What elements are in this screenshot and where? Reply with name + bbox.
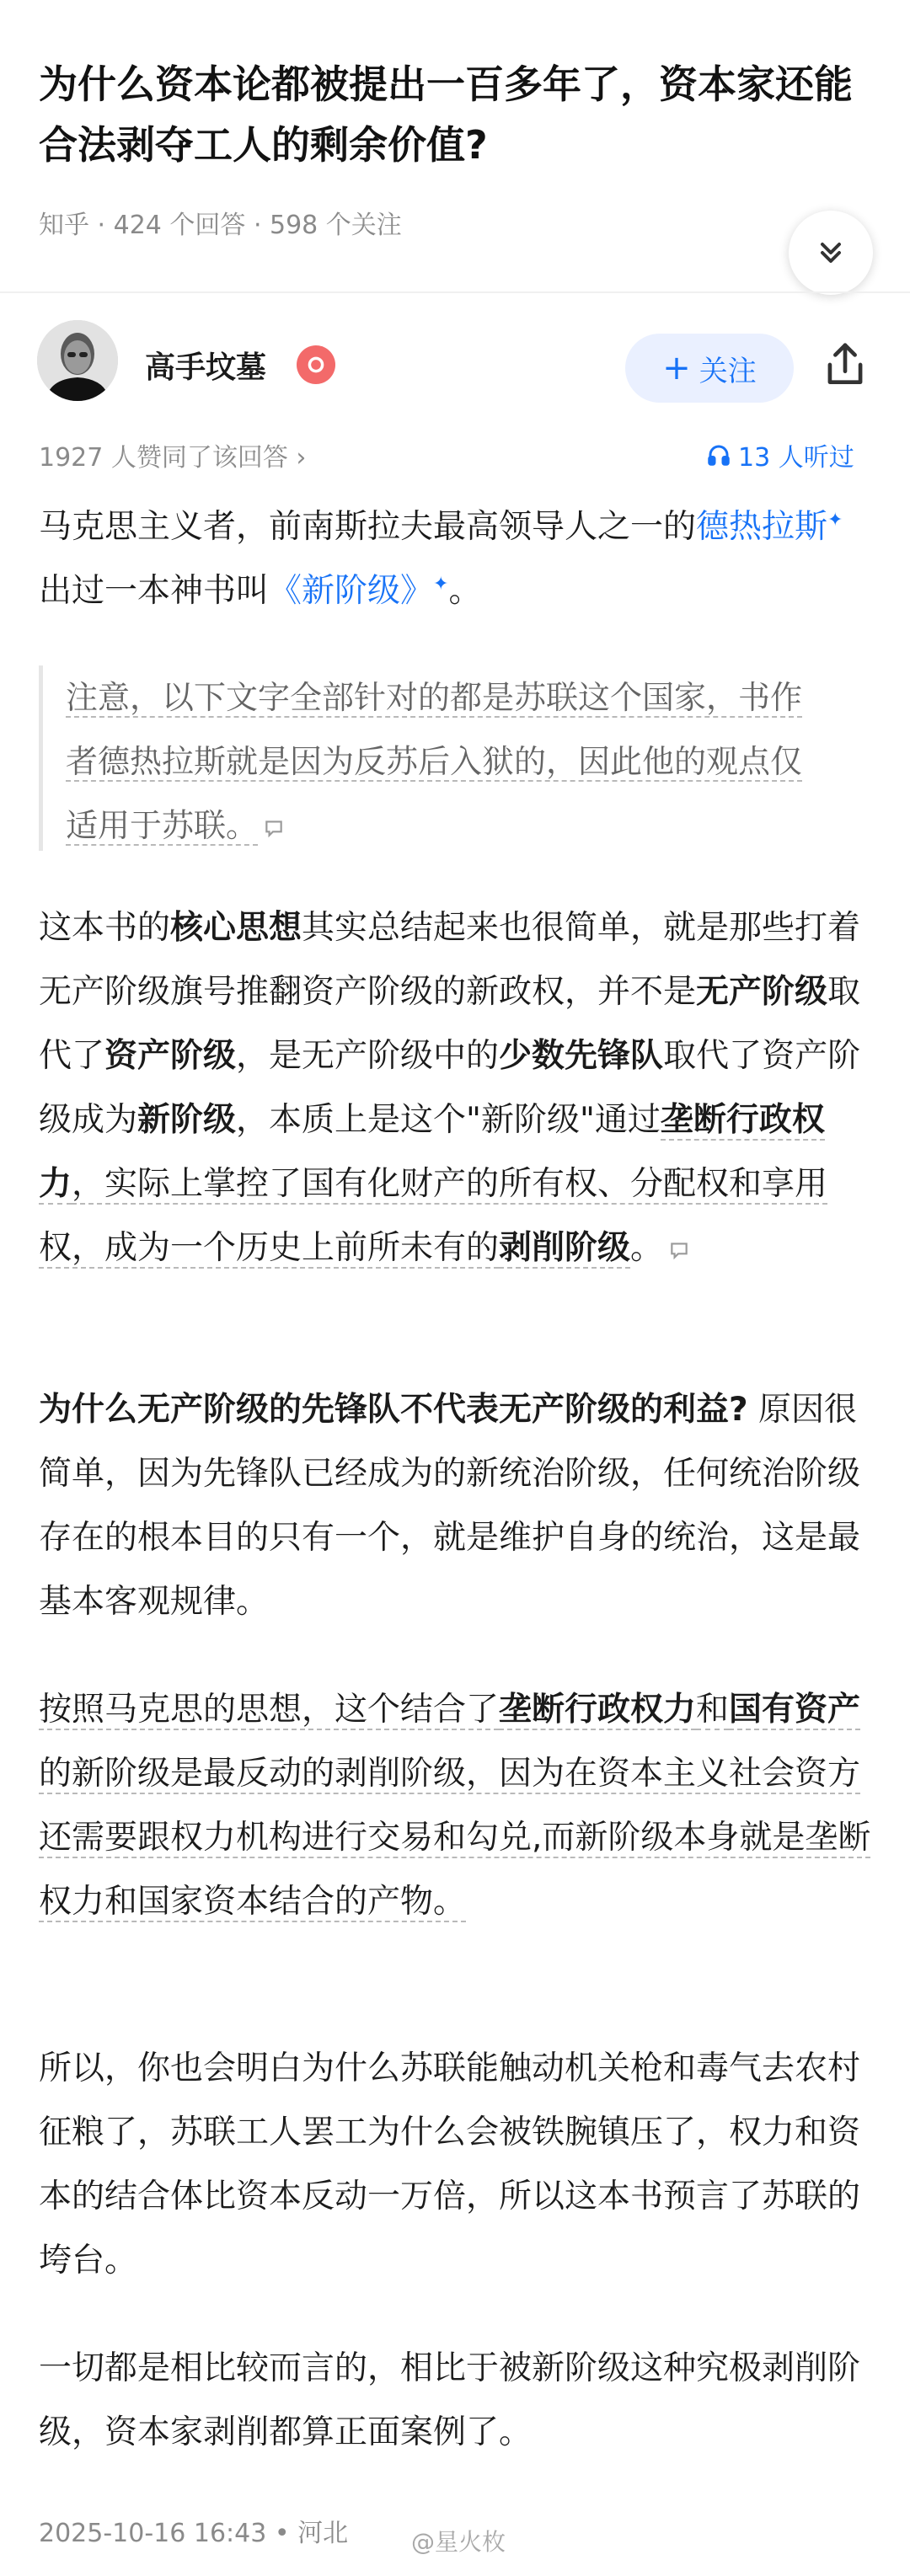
collapse-button[interactable] <box>789 211 873 295</box>
p4-text-underlined[interactable]: 和 <box>696 1691 730 1729</box>
p1-text-a: 马克思主义者，前南斯拉夫最高领导人之一的 <box>39 508 697 546</box>
p2-text: ，是无产阶级中的 <box>236 1037 500 1075</box>
p2-bold: 新阶级 <box>137 1101 237 1139</box>
link-djilas[interactable]: 德热拉斯 <box>696 508 828 546</box>
paragraph-5: 所以，你也会明白为什么苏联能触动机关枪和毒气去农村征粮了，苏联工人罢工为什么会被铁腕镇压了，权力和资本的结合体比资本反动一万倍，所以这本书预言了苏联的垮台。 <box>39 2050 861 2279</box>
paragraph-4 <box>39 1678 873 1934</box>
quote-text[interactable]: 注意，以下文字全部针对的都是苏联这个国家，书作者德热拉斯就是因为反苏后入狱的，因此他的观点仅适用于苏联。 <box>66 679 803 844</box>
p2-text: 这本书的 <box>39 909 171 947</box>
author-name[interactable]: 高手坟墓 <box>145 350 267 385</box>
question-meta: 知乎 · 424 个回答 · 598 个关注 <box>39 211 402 240</box>
p2-text: 取代了 <box>39 973 861 1075</box>
share-button[interactable] <box>819 339 871 391</box>
approve-count[interactable]: 1927 人赞同了该回答 › <box>39 443 307 473</box>
follow-label: 关注 <box>699 354 757 388</box>
p2-bold-underlined[interactable]: 剥削阶级 <box>499 1229 631 1267</box>
follow-button[interactable] <box>625 334 794 403</box>
listen-count[interactable] <box>706 436 854 473</box>
p4-bold-underlined[interactable]: 垄断行政权力 <box>499 1691 697 1729</box>
publish-time: 2025-10-16 16:43 • 河北 <box>39 2519 349 2548</box>
quote-bar <box>39 665 43 851</box>
listen-label: 13 人听过 <box>738 443 854 473</box>
p4-text-underlined[interactable]: 按照马克思的思想，这个结合了 <box>39 1691 500 1729</box>
p2-text-underlined[interactable]: ，实际上掌控了国有化财产的所有权、分配权和享用权，成为一个历史上前所未有的 <box>39 1165 828 1267</box>
paragraph-2 <box>39 896 873 1280</box>
p2-bold: 核心思想 <box>170 909 302 947</box>
p2-bold: 无产阶级 <box>696 973 828 1011</box>
p4-text-underlined[interactable]: 的新阶级是最反动的剥削阶级，因为在资本主义社会资方还需要跟权力机构进行交易和勾兑,而新阶级本身就是垄断权力和国家资本结合的产物。 <box>39 1755 871 1921</box>
paragraph-3 <box>39 1378 873 1634</box>
headphones-icon <box>706 442 731 468</box>
p2-text: 。 <box>630 1229 664 1267</box>
p1-text-c: 。 <box>448 572 482 610</box>
p2-text: ，本质上是这个"新阶级"通过 <box>236 1101 661 1139</box>
p3-bold: 为什么无产阶级的先锋队不代表无产阶级的利益? <box>39 1391 748 1429</box>
share-icon <box>819 339 871 391</box>
p2-text: 其实总结起来也很简单，就是那些打着无产阶级旗号推翻资产阶级的新政权，并不是 <box>39 909 861 1011</box>
p2-bold: 资产阶级 <box>104 1037 237 1075</box>
follow-plus: + <box>662 349 691 387</box>
question-title[interactable]: 为什么资本论都被提出一百多年了，资本家还能合法剥夺工人的剩余价值? <box>39 61 853 168</box>
p1-text-b: 出过一本神书叫 <box>39 572 270 610</box>
p2-bold: 少数先锋队 <box>499 1037 664 1075</box>
chevron-double-down-icon <box>814 236 848 270</box>
avatar[interactable] <box>37 320 118 401</box>
p2-text: 取代了资产阶级成为 <box>39 1037 861 1139</box>
comment-icon[interactable] <box>263 817 285 839</box>
link-star-icon: ✦ <box>433 574 449 595</box>
medal-badge-icon <box>297 345 335 384</box>
header-divider <box>0 291 910 293</box>
p3-text: 原因很简单，因为先锋队已经成为的新统治阶级，任何统治阶级存在的根本目的只有一个，就是维护自身的统治，这是最基本客观规律。 <box>39 1391 861 1621</box>
paragraph-6: 一切都是相比较而言的，相比于被新阶级这种究极剥削阶级，资本家剥削都算正面案例了。 <box>39 2349 861 2451</box>
p4-bold-underlined[interactable]: 国有资产 <box>729 1691 861 1729</box>
watermark: @星火枚 <box>411 2528 506 2556</box>
paragraph-1 <box>39 495 873 623</box>
comment-icon[interactable] <box>668 1239 690 1261</box>
p2-bold-underlined[interactable]: 垄断行政权力 <box>39 1101 825 1203</box>
blockquote <box>66 665 832 858</box>
link-new-class[interactable]: 《新阶级》 <box>269 572 434 610</box>
link-star-icon: ✦ <box>827 510 843 531</box>
